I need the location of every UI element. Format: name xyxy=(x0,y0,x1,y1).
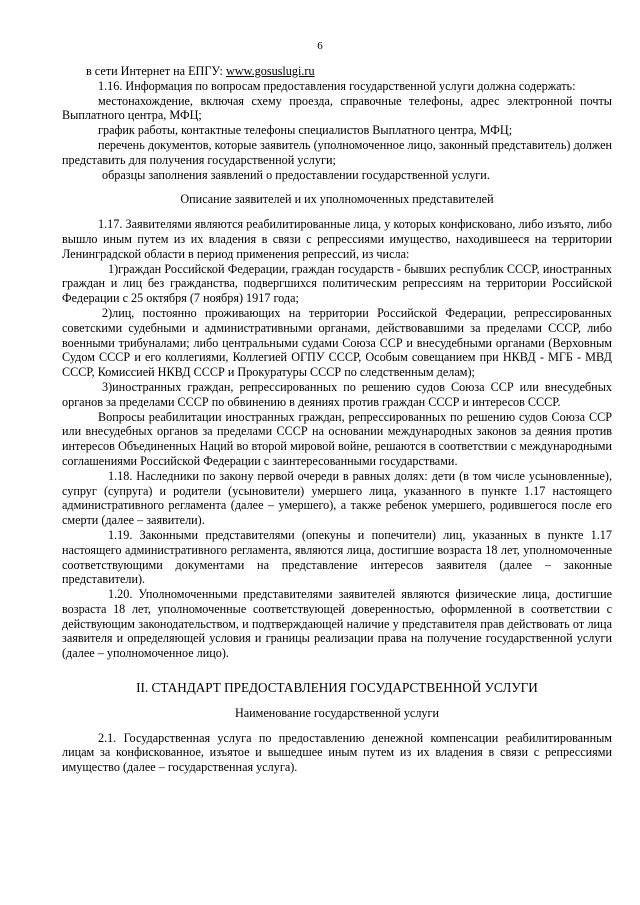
page-number: 6 xyxy=(317,40,323,52)
paragraph: 1.16. Информация по вопросам предоставления государственной услуги должна содержать: xyxy=(98,78,576,93)
paragraph: образцы заполнения заявлений о предоставлении государственной услуги. xyxy=(102,167,490,182)
section-heading: II. СТАНДАРТ ПРЕДОСТАВЛЕНИЯ ГОСУДАРСТВЕННОЙ УСЛУГИ xyxy=(136,680,538,696)
document-body xyxy=(62,64,612,775)
paragraph: 2.1. Государственная услуга по предоставлению денежной компенсации реабилитированным лицам за конфискованное, изъятое и вышедшее иным путем из их владения в связи с репрессиями имущество (далее – государственная услуга). xyxy=(62,730,612,775)
text-span: в сети Интернет на ЕПГУ: xyxy=(86,64,226,78)
paragraph xyxy=(62,64,612,79)
paragraph: 3)иностранных граждан, репрессированных по решению судов Союза ССР или внесудебных органов за пределами СССР по обвинению в деяниях против граждан СССР и интересов СССР. xyxy=(62,379,612,409)
paragraph: график работы, контактные телефоны специалистов Выплатного центра, МФЦ; xyxy=(98,123,513,138)
paragraph: 1)граждан Российской Федерации, граждан государств - бывших республик СССР, иностранных граждан и лиц без гражданства, подвергшихся политическим репрессиям на территории Российской Федерации с 25 октября (7 ноября) 1917 года; xyxy=(62,261,612,306)
paragraph: перечень документов, которые заявитель (уполномоченное лицо, законный представитель) должен представить для получения государственной услуги; xyxy=(62,137,612,167)
section-heading: Наименование государственной услуги xyxy=(234,705,440,720)
paragraph: 1.19. Законными представителями (опекуны и попечители) лиц, указанных в пункте 1.17 настоящего административного регламента, являются лица, достигшие возраста 18 лет, уполномоченные соответствующими документами на представление интересов заявителя (далее – законные представители). xyxy=(62,527,612,587)
paragraph: 1.18. Наследники по закону первой очереди в равных долях: дети (в том числе усыновленные), супруг (супруга) и родители (усыновители) умершего лица, указанного в пункте 1.17 настоящего административного регламента (далее – умершего), а также ребенок умершего, родившегося после его смерти (далее – заявители). xyxy=(62,468,612,528)
section-heading: Описание заявителей и их уполномоченных представителей xyxy=(180,192,494,207)
paragraph: 1.20. Уполномоченными представителями заявителей являются физические лица, достигшие возраста 18 лет, уполномоченные соответствующей доверенностью, оформленной в соответствии с действующим законодательством, и подтверждающей наличие у представителя прав действовать от лица заявителя и определяющей условия и границы реализации права на получение государственной услуги (далее – уполномоченное лицо). xyxy=(62,587,612,661)
paragraph: Вопросы реабилитации иностранных граждан, репрессированных по решению судов Союза ССР или внесудебных органов за пределами СССР на основании международных законов за деяния против интересов Объединенных Наций во второй мировой войне, решаются в соответствии с международными соглашениями Российской Федерации с заинтересованными государствами. xyxy=(62,409,612,468)
paragraph: 2)лиц, постоянно проживающих на территории Российской Федерации, репрессированных советскими судебными и административными органами, действовавшими за пределами СССР, либо военными трибуналами; либо центральными судами Союза ССР и внесудебными органами (Верховным Судом СССР и его коллегиями, Коллегией ОГПУ СССР, Особым совещанием при НКВД - МГБ - МВД СССР, Комиссией НКВД СССР и Прокуратуры СССР по следственным делам); xyxy=(62,305,612,380)
paragraph: 1.17. Заявителями являются реабилитированные лица, у которых конфисковано, либо изъято, либо вышло иным путем из их владения в связи с репрессиями имущество, находившееся на территории Ленинградской области в период применения репрессий, из числа: xyxy=(62,217,612,261)
gosuslugi-link[interactable]: www.gosuslugi.ru xyxy=(226,64,315,78)
paragraph: местонахождение, включая схему проезда, справочные телефоны, адрес электронной почты Выплатного центра, МФЦ; xyxy=(62,93,612,123)
